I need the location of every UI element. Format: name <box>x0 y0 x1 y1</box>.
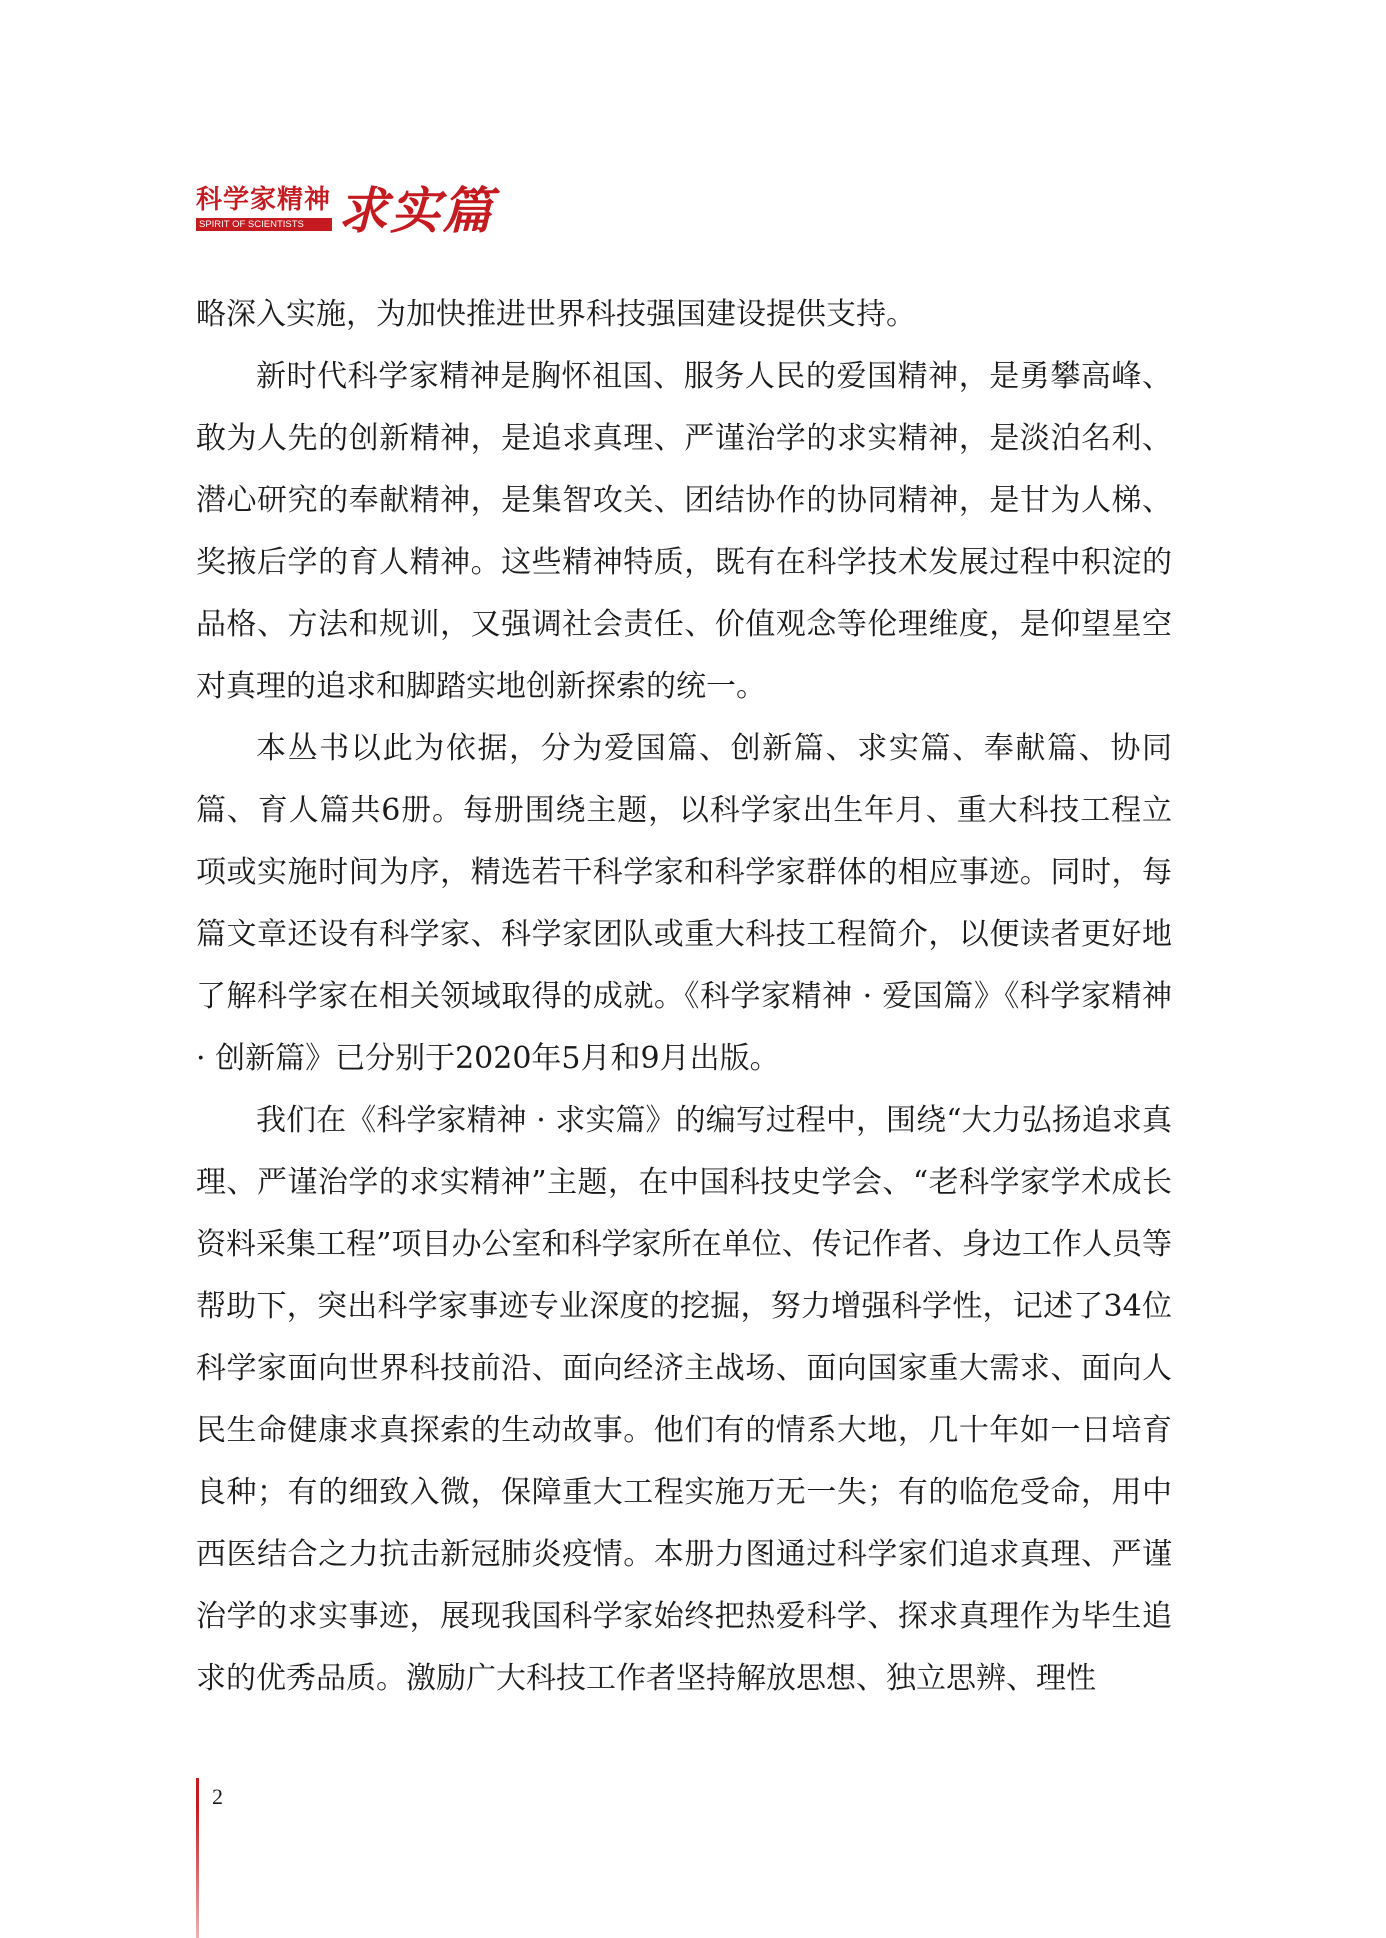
page-number: 2 <box>212 1784 223 1809</box>
series-logo-left <box>196 184 332 231</box>
paragraph-spirit-definition: 新时代科学家精神是胸怀祖国、服务人民的爱国精神，是勇攀高峰、敢为人先的创新精神，是追求真理、严谨治学的求实精神，是淡泊名利、潜心研究的奉献精神，是集智攻关、团结协作的协同精神，是甘为人梯、奖掖后学的育人精神。这些精神特质，既有在科学技术发展过程中积淀的品格、方法和规训，又强调社会责任、价值观念等伦理维度，是仰望星空对真理的追求和脚踏实地创新探索的统一。 <box>196 359 1172 704</box>
series-subtitle: SPIRIT OF SCIENTISTS <box>196 218 332 231</box>
body-text <box>196 284 1172 1710</box>
series-logo <box>196 178 496 246</box>
paragraph-series-structure: 本丛书以此为依据，分为爱国篇、创新篇、求实篇、奉献篇、协同篇、育人篇共6册。每册围绕主题，以科学家出生年月、重大科技工程立项或实施时间为序，精选若干科学家和科学家群体的相应事迹。同时，每篇文章还设有科学家、科学家团队或重大科技工程简介，以便读者更好地了解科学家在相关领域取得的成就。《科学家精神 · 爱国篇》《科学家精神 · 创新篇》已分别于2020年5月和9月出版。 <box>196 731 1172 1076</box>
volume-title: 求实篇 <box>338 181 494 240</box>
page-margin-rule <box>196 1778 199 1938</box>
series-title: 科学家精神 <box>196 185 332 215</box>
paragraph-continuation: 略深入实施，为加快推进世界科技强国建设提供支持。 <box>196 297 916 332</box>
paragraph-volume-intro: 我们在《科学家精神 · 求实篇》的编写过程中，围绕“大力弘扬追求真理、严谨治学的求实精神”主题，在中国科技史学会、“老科学家学术成长资料采集工程”项目办公室和科学家所在单位、传记作者、身边工作人员等帮助下，突出科学家事迹专业深度的挖掘，努力增强科学性，记述了34位科学家面向世界科技前沿、面向经济主战场、面向国家重大需求、面向人民生命健康求真探索的生动故事。他们有的情系大地，几十年如一日培育良种；有的细致入微，保障重大工程实施万无一失；有的临危受命，用中西医结合之力抗击新冠肺炎疫情。本册力图通过科学家们追求真理、严谨治学的求实事迹，展现我国科学家始终把热爱科学、探求真理作为毕生追求的优秀品质。激励广大科技工作者坚持解放思想、独立思辨、理性 <box>196 1103 1172 1696</box>
